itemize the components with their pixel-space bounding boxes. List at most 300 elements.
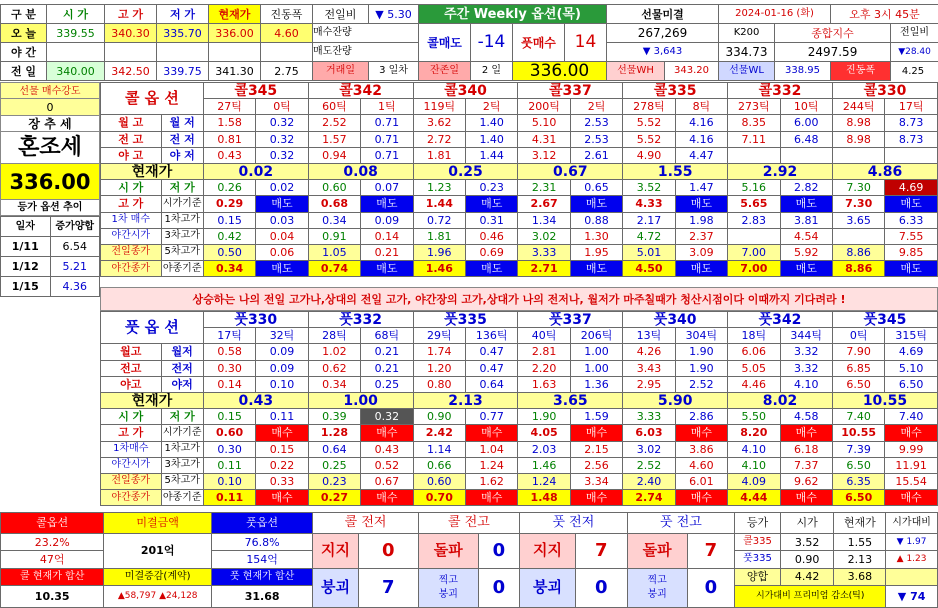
- call-b2-v1: 0.42: [203, 228, 255, 244]
- trend-value: 혼조세: [0, 132, 100, 164]
- put-signal[interactable]: 매수: [465, 425, 517, 441]
- call-w-lo: 1.40: [465, 115, 517, 131]
- put-b4-v2[interactable]: 매수: [885, 490, 938, 506]
- buy-remain: 매수잔량: [313, 24, 419, 43]
- call-current: 2.92: [728, 163, 833, 179]
- call-strike: 콜335: [623, 83, 728, 99]
- put-b4-v1: 4.44: [728, 490, 780, 506]
- put-high: 4.05: [518, 425, 570, 441]
- put-b1-v1: 2.03: [518, 441, 570, 457]
- hdr-vib: 진동폭: [261, 5, 313, 24]
- put-j-hi: 0.62: [308, 360, 360, 376]
- put-low: 1.59: [570, 409, 622, 425]
- put-b2-v1: 1.46: [518, 457, 570, 473]
- call-sum-value: 10.35: [1, 585, 104, 607]
- put-b2-v1: 0.11: [203, 457, 255, 473]
- remain-day-value: 2 일: [471, 62, 513, 81]
- eq-put-cmp: ▲ 1.23: [886, 551, 938, 568]
- put-w-lo: 0.09: [256, 344, 308, 360]
- put-tick-sell: 32틱: [256, 328, 308, 344]
- call-n-lo: 2.61: [570, 147, 622, 163]
- trade-day-label: 거래일: [313, 62, 369, 81]
- put-low: 2.86: [675, 409, 727, 425]
- put-n-l1: 야고: [101, 376, 162, 392]
- put-current: 0.43: [203, 392, 308, 408]
- wh-value: 343.20: [665, 62, 719, 81]
- call-signal[interactable]: 매도: [570, 196, 622, 212]
- call-b4-v2[interactable]: 매도: [675, 261, 727, 277]
- put-signal[interactable]: 매수: [885, 425, 938, 441]
- call-b4-v2[interactable]: 매도: [780, 261, 832, 277]
- call-b2-v2: 0.04: [256, 228, 308, 244]
- call-w-lo: 6.00: [780, 115, 832, 131]
- put-high: 8.20: [728, 425, 780, 441]
- k200-label: K200: [719, 24, 775, 43]
- call-sell-count: -14: [471, 24, 513, 62]
- weekly-title: 주간 Weekly 옵션(목): [419, 5, 607, 24]
- sell-remain: 매도잔량: [313, 43, 419, 62]
- call-b1-v2: 3.81: [780, 212, 832, 228]
- kospi-prev: ▼28.40: [891, 43, 938, 62]
- eq-put: 풋335: [735, 551, 781, 568]
- call-open: 5.16: [728, 180, 780, 196]
- call-cur-label: 현재가: [101, 163, 204, 179]
- call-b4-v1: 7.00: [728, 261, 780, 277]
- call-w-hi: 5.52: [623, 115, 675, 131]
- put-b3-v1: 0.60: [413, 473, 465, 489]
- call-tick-sell: 17틱: [885, 99, 938, 115]
- put-open: 0.15: [203, 409, 255, 425]
- put-tick-sell: 136틱: [465, 328, 517, 344]
- call-b3-v2: 0.69: [465, 244, 517, 260]
- call-b4-v2[interactable]: 매도: [256, 261, 308, 277]
- put-n-lo: 0.64: [465, 376, 517, 392]
- call-b3-v1: 5.01: [623, 244, 675, 260]
- kospi-value: 2497.59: [775, 43, 891, 62]
- today-open: 339.55: [47, 24, 105, 43]
- call-n-lo: [885, 147, 938, 163]
- put-b2-v2: 0.52: [361, 457, 413, 473]
- call-strike: 콜340: [413, 83, 518, 99]
- put-tick-sell: 206틱: [570, 328, 622, 344]
- put-n-hi: 2.95: [623, 376, 675, 392]
- call-b4-l2: 야종기준: [161, 261, 203, 277]
- put-title: 풋 옵 션: [101, 312, 204, 344]
- call-w-lo: 0.32: [256, 115, 308, 131]
- put-j-l1: 전고: [101, 360, 162, 376]
- trend-label: 장 추 세: [0, 116, 100, 132]
- put-low: 0.11: [256, 409, 308, 425]
- hdr-high: 고 가: [105, 5, 157, 24]
- put-b4-l1: 야간종가: [101, 490, 162, 506]
- put-b3-v2: 0.33: [256, 473, 308, 489]
- call-w-hi: 8.35: [728, 115, 780, 131]
- put-w-l1: 월고: [101, 344, 162, 360]
- unset-value: 201억: [104, 533, 212, 568]
- put-tick-sell: 315틱: [885, 328, 938, 344]
- put-tick-buy: 17틱: [203, 328, 255, 344]
- put-amt: 154억: [211, 551, 312, 568]
- put-opt-label: 풋옵션: [211, 513, 312, 534]
- call-signal[interactable]: 매도: [675, 196, 727, 212]
- call-n-hi: 1.81: [413, 147, 465, 163]
- wh-label: 선물WH: [607, 62, 665, 81]
- chg-values: ▲58,797 ▲24,128: [104, 585, 212, 607]
- put-h-l1: 고 가: [101, 425, 162, 441]
- call-opt-label: 콜옵션: [1, 513, 104, 534]
- call-b3-v1: 1.96: [413, 244, 465, 260]
- today-vib: 4.60: [261, 24, 313, 43]
- put-open: 5.50: [728, 409, 780, 425]
- put-low: 0.32: [361, 409, 413, 425]
- call-current: 0.67: [518, 163, 623, 179]
- put-w-hi: 7.90: [832, 344, 884, 360]
- call-b1-l1: 1차 매수: [101, 212, 162, 228]
- call-n-lo: 1.44: [465, 147, 517, 163]
- put-j-lo: 0.47: [465, 360, 517, 376]
- call-j-lo: 0.71: [361, 131, 413, 147]
- put-b4-l2: 야종기준: [161, 490, 203, 506]
- bunggoe-label: 붕괴: [313, 568, 359, 607]
- call-b3-v2: 0.06: [256, 244, 308, 260]
- put-b1-v1: 4.10: [728, 441, 780, 457]
- call-b1-v2: 0.88: [570, 212, 622, 228]
- call-high: 5.65: [728, 196, 780, 212]
- put-n-lo: 2.52: [675, 376, 727, 392]
- call-open: 7.30: [832, 180, 884, 196]
- call-n-lo: [780, 147, 832, 163]
- prev-open: 340.00: [47, 62, 105, 81]
- call-j-l2: 전 저: [161, 131, 203, 147]
- put-b4-v2[interactable]: 매수: [675, 490, 727, 506]
- strategy-message: 상승하는 나의 전일 고가나,상대의 전일 고가, 야간장의 고가,상대가 나의 전저나, 월저가 마주칠때가 청산시점이다 이때까지 기다려라 !: [100, 287, 938, 311]
- call-b1-l2: 1차고가: [161, 212, 203, 228]
- jjik-label: 찍고 붕괴: [418, 568, 478, 607]
- put-b4-v2[interactable]: 매수: [780, 490, 832, 506]
- put-strike: 풋345: [832, 312, 937, 328]
- call-w-lo: 0.71: [361, 115, 413, 131]
- put-signal[interactable]: 매수: [361, 425, 413, 441]
- put-b4-v2[interactable]: 매수: [465, 490, 517, 506]
- call-b2-v2: 0.46: [465, 228, 517, 244]
- put-tick-sell: 344틱: [780, 328, 832, 344]
- call-j-hi: 8.98: [832, 131, 884, 147]
- strength-value: 0: [0, 99, 100, 116]
- call-w-hi: 8.98: [832, 115, 884, 131]
- put-b1-v2: 2.15: [570, 441, 622, 457]
- call-w-l1: 월 고: [101, 115, 162, 131]
- put-strike: 풋342: [728, 312, 833, 328]
- put-b4-v2[interactable]: 매수: [256, 490, 308, 506]
- put-b3-v2: 9.62: [780, 473, 832, 489]
- call-n-hi: 0.43: [203, 147, 255, 163]
- put-b4-v2[interactable]: 매수: [361, 490, 413, 506]
- call-tick-buy: 119틱: [413, 99, 465, 115]
- call-tick-sell: 0틱: [256, 99, 308, 115]
- put-w-lo: 0.21: [361, 344, 413, 360]
- call-b3-v1: 0.50: [203, 244, 255, 260]
- put-signal[interactable]: 매수: [675, 425, 727, 441]
- call-j-hi: 7.11: [728, 131, 780, 147]
- call-low: 0.07: [361, 180, 413, 196]
- put-w-hi: 1.02: [308, 344, 360, 360]
- put-signal[interactable]: 매수: [256, 425, 308, 441]
- put-b1-v2: 9.99: [885, 441, 938, 457]
- put-b4-v2[interactable]: 매수: [570, 490, 622, 506]
- put-b2-v2: 0.22: [256, 457, 308, 473]
- trend-row-date: 1/15: [1, 277, 51, 297]
- call-b2-v1: 4.72: [623, 228, 675, 244]
- put-b4-v1: 2.74: [623, 490, 675, 506]
- put-b3-v1: 0.10: [203, 473, 255, 489]
- call-b1-v1: 1.34: [518, 212, 570, 228]
- put-b2-v2: 2.56: [570, 457, 622, 473]
- put-n-hi: 0.80: [413, 376, 465, 392]
- today-label: 오 늘: [1, 24, 47, 43]
- call-w-hi: 1.58: [203, 115, 255, 131]
- put-high: 0.60: [203, 425, 255, 441]
- yanghap-label: 양합: [735, 568, 781, 585]
- cjj-a: 0: [358, 533, 418, 568]
- put-b4-v1: 0.11: [203, 490, 255, 506]
- call-b3-v1: 7.00: [728, 244, 780, 260]
- put-n-hi: 0.14: [203, 376, 255, 392]
- put-tick-buy: 0틱: [832, 328, 884, 344]
- call-tick-sell: 8틱: [675, 99, 727, 115]
- put-w-hi: 2.81: [518, 344, 570, 360]
- date-label: 2024-01-16 (화): [719, 5, 831, 24]
- put-b1-v1: 0.30: [203, 441, 255, 457]
- call-current: 0.25: [413, 163, 518, 179]
- put-jeongo: 풋 전고: [627, 513, 735, 534]
- put-n-lo: 4.10: [780, 376, 832, 392]
- eq-label: 등가: [735, 513, 781, 534]
- call-h-l2: 시가기준: [161, 196, 203, 212]
- call-b1-v1: 3.65: [832, 212, 884, 228]
- put-b3-l1: 전일종가: [101, 473, 162, 489]
- call-b1-v2: 0.09: [361, 212, 413, 228]
- put-j-hi: 6.85: [832, 360, 884, 376]
- put-n-lo: 0.25: [361, 376, 413, 392]
- put-w-lo: 1.00: [570, 344, 622, 360]
- left-price: 336.00: [0, 164, 100, 200]
- wl-label: 선물WL: [719, 62, 775, 81]
- put-b4-v1: 1.48: [518, 490, 570, 506]
- call-b2-v1: [728, 228, 780, 244]
- put-current: 1.00: [308, 392, 413, 408]
- cjj-b: 7: [358, 568, 418, 607]
- call-tick-buy: 60틱: [308, 99, 360, 115]
- trade-day-value: 3 일차: [369, 62, 419, 81]
- call-b4-v2[interactable]: 매도: [465, 261, 517, 277]
- put-b1-v2: 3.86: [675, 441, 727, 457]
- put-strike: 풋340: [623, 312, 728, 328]
- call-jeongo: 콜 전고: [418, 513, 519, 534]
- call-tick-buy: 273틱: [728, 99, 780, 115]
- put-b1-v2: 0.15: [256, 441, 308, 457]
- today-low: 335.70: [157, 24, 209, 43]
- put-b3-v2: 15.54: [885, 473, 938, 489]
- call-b3-l1: 전일종가: [101, 244, 162, 260]
- call-w-l2: 월 저: [161, 115, 203, 131]
- call-j-hi: 5.52: [623, 131, 675, 147]
- call-high: 0.68: [308, 196, 360, 212]
- put-b3-v1: 6.35: [832, 473, 884, 489]
- call-j-l1: 전 고: [101, 131, 162, 147]
- call-strike: 콜342: [308, 83, 413, 99]
- put-s-l2: 저 가: [161, 409, 203, 425]
- put-b3-v1: 0.23: [308, 473, 360, 489]
- call-h-l1: 고 가: [101, 196, 162, 212]
- trend-row-val: 5.21: [50, 257, 100, 277]
- put-b3-v2: 6.01: [675, 473, 727, 489]
- call-sell-label: 콜매도: [419, 24, 471, 62]
- put-n-hi: 1.63: [518, 376, 570, 392]
- call-b1-v1: 2.17: [623, 212, 675, 228]
- call-b1-v1: 0.15: [203, 212, 255, 228]
- prevday-label: 전 일: [1, 62, 47, 81]
- call-b3-v2: 3.09: [675, 244, 727, 260]
- put-b2-v1: 4.10: [728, 457, 780, 473]
- eq-put-si: 0.90: [780, 551, 834, 568]
- call-b2-v1: 3.02: [518, 228, 570, 244]
- call-strike: 콜330: [832, 83, 937, 99]
- call-j-lo: 8.73: [885, 131, 938, 147]
- call-n-hi: 4.90: [623, 147, 675, 163]
- put-high: 2.42: [413, 425, 465, 441]
- put-buy-label: 풋매수: [513, 24, 565, 62]
- put-tick-buy: 13틱: [623, 328, 675, 344]
- put-low: 7.40: [885, 409, 938, 425]
- put-b1-v2: 6.18: [780, 441, 832, 457]
- pjg-a: 7: [687, 533, 735, 568]
- put-b1-v1: 0.64: [308, 441, 360, 457]
- put-b2-l1: 야간시가: [101, 457, 162, 473]
- call-pct: 23.2%: [1, 533, 104, 550]
- put-tick-buy: 28틱: [308, 328, 360, 344]
- trend-row-date: 1/12: [1, 257, 51, 277]
- put-b2-v2: 1.24: [465, 457, 517, 473]
- dolpa-label: 돌파: [418, 533, 478, 568]
- put-j-lo: 0.09: [256, 360, 308, 376]
- put-b2-v2: 7.37: [780, 457, 832, 473]
- call-signal[interactable]: 매도: [465, 196, 517, 212]
- call-tick-sell: 2틱: [465, 99, 517, 115]
- call-b4-v1: 8.86: [832, 261, 884, 277]
- put-b2-v1: 2.52: [623, 457, 675, 473]
- dolpa-label-put: 돌파: [627, 533, 687, 568]
- hdr-prev: 전일비: [313, 5, 369, 24]
- put-j-lo: 1.90: [675, 360, 727, 376]
- eq-call: 콜335: [735, 533, 781, 550]
- call-low: 0.65: [570, 180, 622, 196]
- call-signal[interactable]: 매도: [885, 196, 938, 212]
- call-j-hi: 2.72: [413, 131, 465, 147]
- call-b4-v2[interactable]: 매도: [570, 261, 622, 277]
- put-b1-v1: 1.14: [413, 441, 465, 457]
- put-open: 0.90: [413, 409, 465, 425]
- call-b3-v2: 9.85: [885, 244, 938, 260]
- call-b1-v2: 0.31: [465, 212, 517, 228]
- call-n-hi: [728, 147, 780, 163]
- put-w-lo: 1.90: [675, 344, 727, 360]
- put-current: 10.55: [832, 392, 937, 408]
- put-j-hi: 0.30: [203, 360, 255, 376]
- put-open: 7.40: [832, 409, 884, 425]
- vib-value: 4.25: [901, 66, 925, 77]
- call-b4-v2[interactable]: 매도: [885, 261, 938, 277]
- call-open: 0.60: [308, 180, 360, 196]
- put-j-lo: 5.10: [885, 360, 938, 376]
- put-signal[interactable]: 매수: [780, 425, 832, 441]
- put-n-hi: 6.50: [832, 376, 884, 392]
- call-s-l2: 저 가: [161, 180, 203, 196]
- call-b4-v1: 0.74: [308, 261, 360, 277]
- call-open: 2.31: [518, 180, 570, 196]
- wl-value: 338.95: [775, 62, 831, 81]
- put-w-hi: 0.58: [203, 344, 255, 360]
- hdr-current: 현재가: [209, 5, 261, 24]
- jiji-label-put: 지지: [520, 533, 576, 568]
- put-high: 10.55: [832, 425, 884, 441]
- call-w-lo: 4.16: [675, 115, 727, 131]
- call-b2-l2: 3차고가: [161, 228, 203, 244]
- pjj-b: 0: [575, 568, 627, 607]
- strength-label: 선물 매수강도: [0, 82, 100, 99]
- prev-label: 전일비: [891, 24, 938, 43]
- call-b4-v2[interactable]: 매도: [361, 261, 413, 277]
- call-table: [100, 82, 938, 277]
- call-j-lo: 1.40: [465, 131, 517, 147]
- cjg-a: 0: [478, 533, 519, 568]
- call-b4-l1: 야간종가: [101, 261, 162, 277]
- put-current: 5.90: [623, 392, 728, 408]
- call-b2-v2: 0.14: [361, 228, 413, 244]
- put-j-hi: 5.05: [728, 360, 780, 376]
- sum-col: 증가양합: [50, 217, 100, 237]
- put-current: 2.13: [413, 392, 518, 408]
- call-signal[interactable]: 매도: [256, 196, 308, 212]
- put-b3-v1: 2.40: [623, 473, 675, 489]
- put-table: [100, 311, 938, 506]
- eq-call-cur: 1.55: [834, 533, 886, 550]
- call-signal[interactable]: 매도: [780, 196, 832, 212]
- oi-delta: ▼ 3,643: [607, 43, 719, 62]
- put-sum-label: 풋 현재가 합산: [211, 568, 312, 585]
- call-j-lo: 4.16: [675, 131, 727, 147]
- put-b1-v1: 7.39: [832, 441, 884, 457]
- trend-row-date: 1/11: [1, 237, 51, 257]
- put-n-lo: 1.36: [570, 376, 622, 392]
- si-label: 시가: [780, 513, 834, 534]
- put-n-lo: 6.50: [885, 376, 938, 392]
- prev-vib: 2.75: [261, 62, 313, 81]
- put-j-lo: 1.00: [570, 360, 622, 376]
- put-tick-sell: 68틱: [361, 328, 413, 344]
- call-n-lo: 0.32: [256, 147, 308, 163]
- call-b1-v1: 0.34: [308, 212, 360, 228]
- call-n-hi: [832, 147, 884, 163]
- call-low: 0.02: [256, 180, 308, 196]
- call-j-lo: 2.53: [570, 131, 622, 147]
- call-low: 1.47: [675, 180, 727, 196]
- prev-high: 342.50: [105, 62, 157, 81]
- put-signal[interactable]: 매수: [570, 425, 622, 441]
- call-low: 2.82: [780, 180, 832, 196]
- call-signal[interactable]: 매도: [361, 196, 413, 212]
- call-b4-v1: 1.46: [413, 261, 465, 277]
- call-w-hi: 5.10: [518, 115, 570, 131]
